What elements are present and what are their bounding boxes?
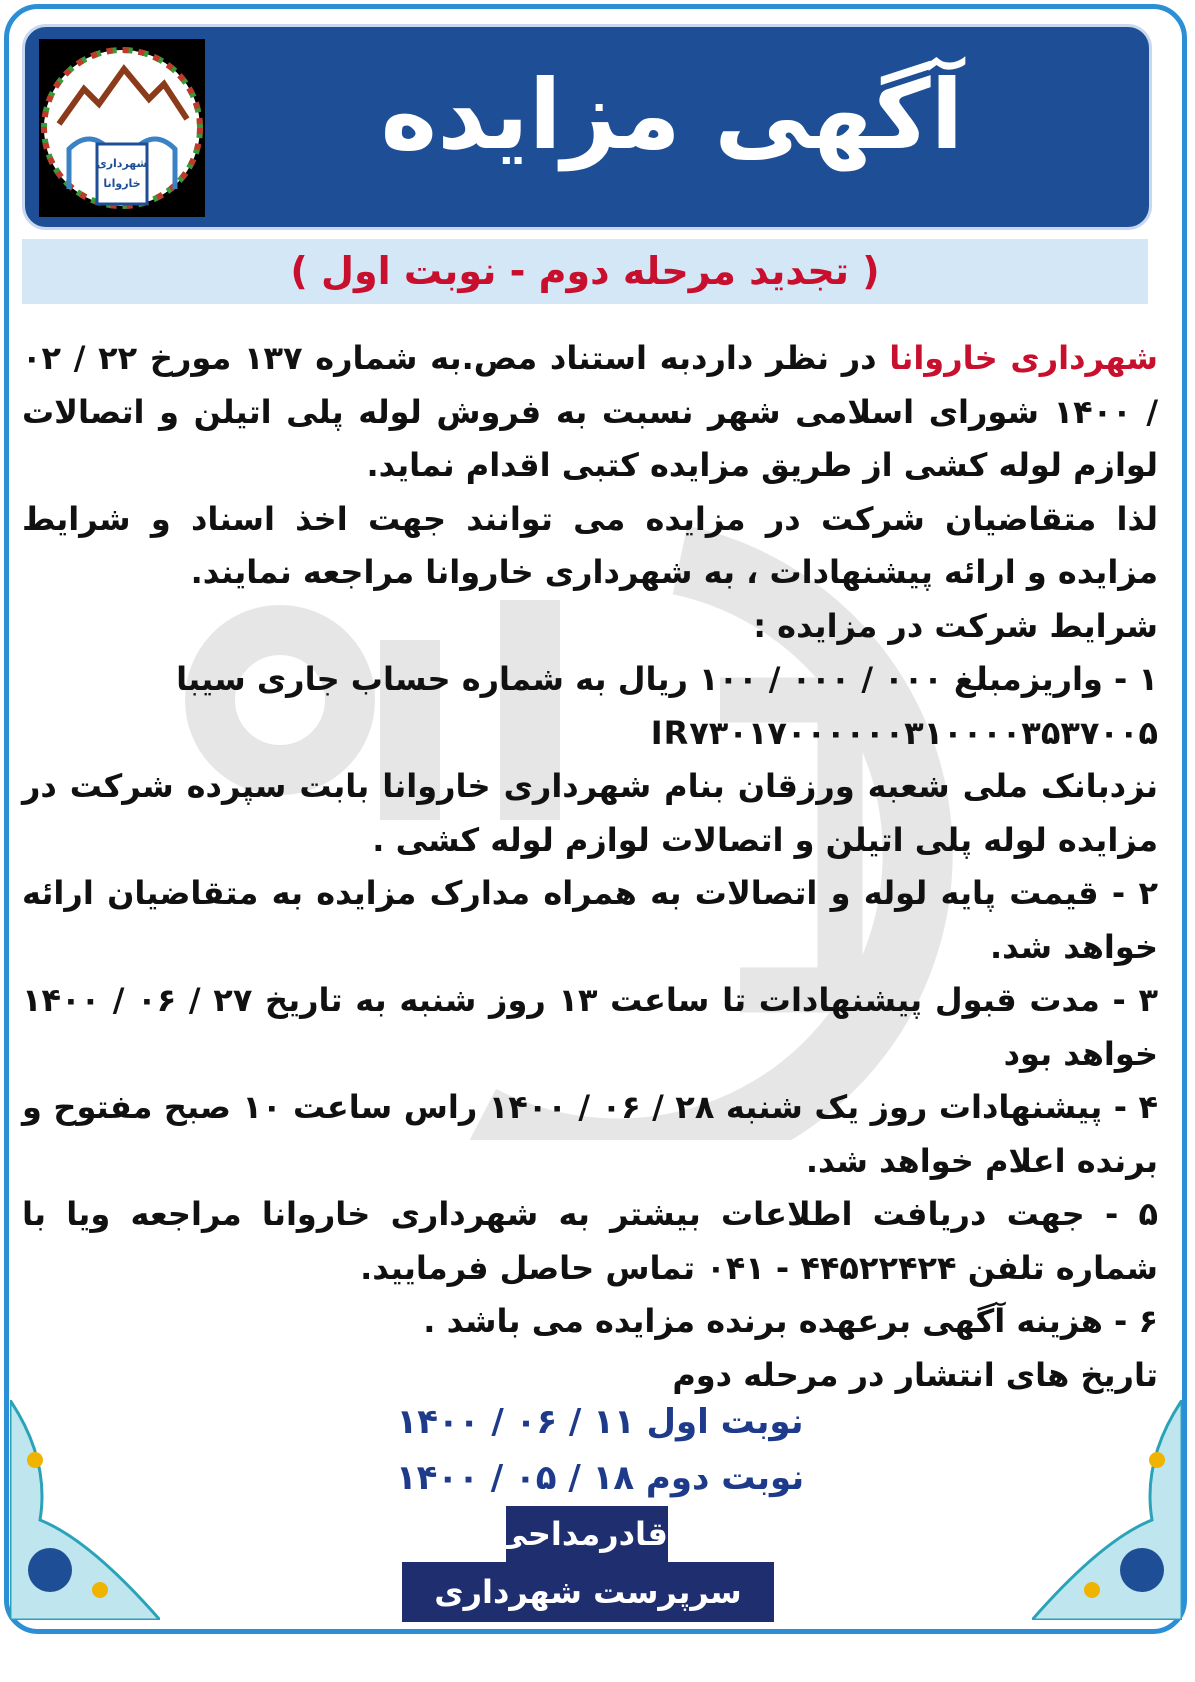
- iban-number: IR۷۳۰۱۷۰۰۰۰۰۰۳۱۰۰۰۰۳۵۳۷۰۰۵: [650, 713, 1158, 752]
- svg-text:شهرداری: شهرداری: [96, 157, 148, 170]
- signatory-name: قادرمداحی: [506, 1506, 668, 1562]
- publish-date-second: نوبت دوم ۱۸ / ۰۵ / ۱۴۰۰: [395, 1458, 805, 1498]
- condition-3: ۳ - مدت قبول پیشنهادات تا ساعت ۱۳ روز شنبه به تاریخ ۲۷ / ۰۶ / ۱۴۰۰ خواهد بود: [22, 981, 1159, 1073]
- notice-subtitle: ( تجدید مرحله دوم - نوبت اول ): [290, 249, 880, 293]
- notice-title: آگهی مزایده: [380, 59, 964, 171]
- condition-4: ۴ - پیشنهادات روز یک شنبه ۲۸ / ۰۶ / ۱۴۰۰ راس ساعت ۱۰ صبح مفتوح و برنده اعلام خواهد شد.: [22, 1088, 1159, 1180]
- ornament-right-icon: [1032, 1400, 1182, 1620]
- condition-6: ۶ - هزینه آگهی برعهده برنده مزایده می باشد .: [423, 1302, 1158, 1340]
- svg-text:خاروانا: خاروانا: [103, 177, 141, 190]
- intro-paragraph: شهرداری خاروانا در نظر داردبه استناد مص.به شماره ۱۳۷ مورخ ۲۲ / ۰۲ / ۱۴۰۰ شورای اسلامی شهر نسبت به فروش لوله پلی اتیلن و اتصالات لوازم لوله کشی از طریق مزایده کتبی اقدام نماید.: [22, 339, 1159, 484]
- publish-title: تاریخ های انتشار در مرحله دوم: [672, 1355, 1158, 1394]
- signatory-position: سرپرست شهرداری خاروانا: [402, 1562, 774, 1622]
- condition-5: ۵ - جهت دریافت اطلاعات بیشتر به شهرداری خاروانا مراجعه ویا با شماره تلفن ۴۴۵۲۲۴۲۴ - ۰۴۱ تماس حاصل فرمایید.: [22, 1195, 1158, 1287]
- notice-body: [22, 332, 1158, 1402]
- municipality-logo: [39, 39, 205, 217]
- subtitle-band: [22, 239, 1148, 304]
- ornament-left-icon: [10, 1400, 160, 1620]
- condition-1-bank: نزدبانک ملی شعبه ورزقان بنام شهرداری خاروانا بابت سپرده شرکت در مزایده لوله پلی اتیلن و اتصالات لوازم لوله کشی .: [22, 767, 1158, 859]
- header-banner: [22, 24, 1152, 230]
- municipality-name: شهرداری خاروانا: [889, 339, 1159, 377]
- instructions-paragraph: لذا متقاضیان شرکت در مزایده می توانند جهت اخذ اسناد و شرایط مزایده و ارائه پیشنهادات ، به شهرداری خاروانا مراجعه نمایند.: [22, 499, 1158, 591]
- conditions-title: شرایط شرکت در مزایده :: [753, 606, 1158, 645]
- condition-1: ۱ - واریزمبلغ ۰۰۰ / ۰۰۰ / ۱۰۰ ریال به شماره حساب جاری سیبا: [176, 660, 1158, 698]
- condition-2: ۲ - قیمت پایه لوله و اتصالات به همراه مدارک مزایده به متقاضیان ارائه خواهد شد.: [22, 874, 1158, 966]
- publish-date-first: نوبت اول ۱۱ / ۰۶ / ۱۴۰۰: [396, 1402, 804, 1442]
